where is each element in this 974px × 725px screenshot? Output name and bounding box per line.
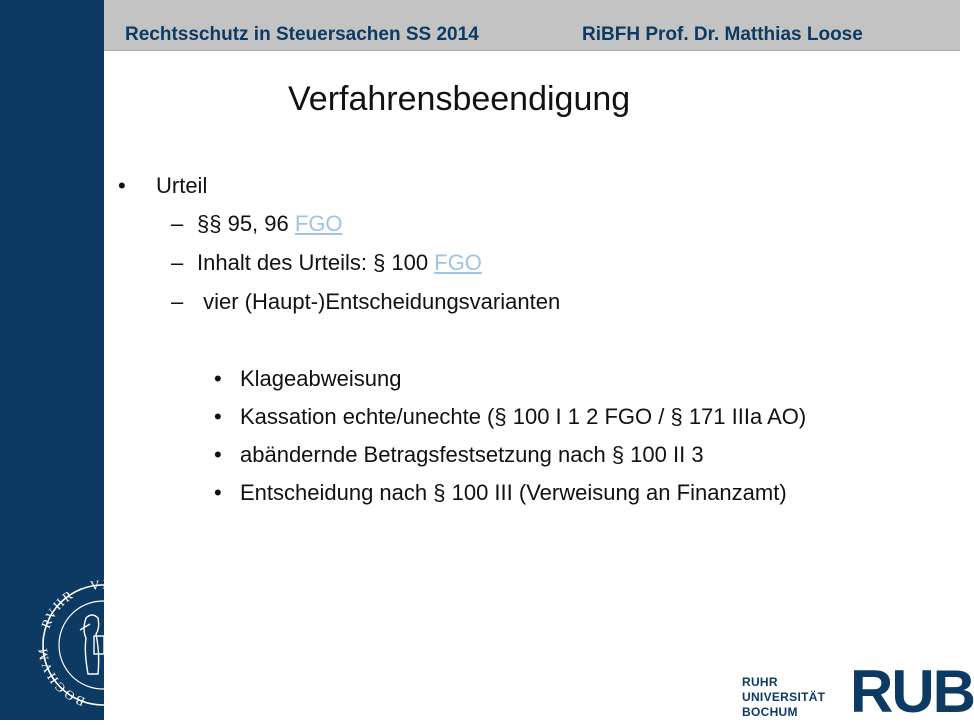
- bullet-text: Urteil: [156, 173, 208, 198]
- university-logo-text: RUHR UNIVERSITÄT BOCHUM: [742, 675, 826, 719]
- rub-logo-mark: RUB: [850, 658, 974, 725]
- university-seal: [28, 578, 178, 708]
- lecturer-name: RiBFH Prof. Dr. Matthias Loose: [582, 24, 863, 45]
- fgo-link[interactable]: FGO: [434, 250, 482, 275]
- seal-inscription: BOCHVM · RVHR · VNIVERSITAT: [34, 578, 172, 708]
- fgo-link[interactable]: FGO: [294, 211, 343, 236]
- slide-header: [104, 0, 960, 51]
- course-title: Rechtsschutz in Steuersachen SS 2014: [125, 24, 479, 45]
